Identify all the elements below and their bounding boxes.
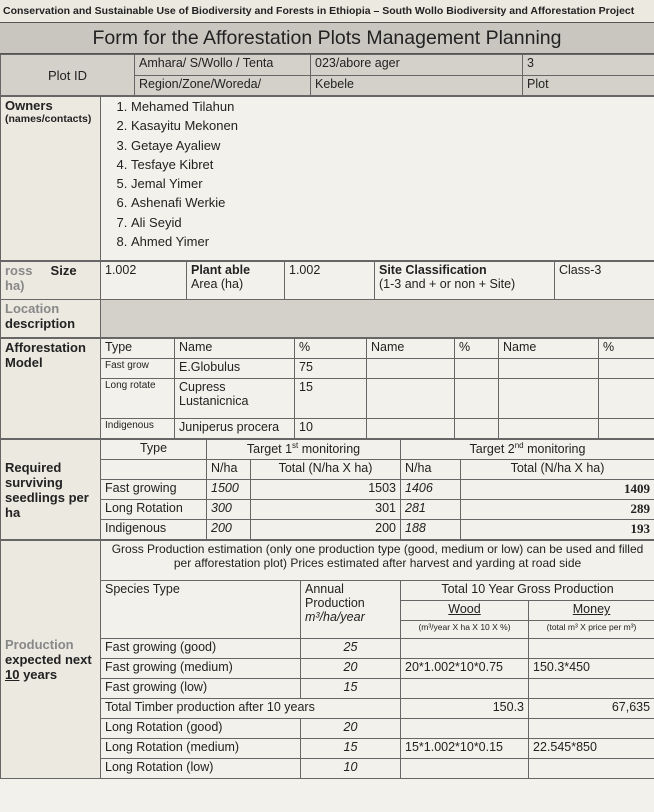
model-header-pct2: %	[455, 339, 499, 359]
plantable-value: 1.002	[285, 262, 375, 300]
owner-item: 6. Ashenafi Werkie	[131, 193, 650, 212]
gross-size-label: ross Size ha)	[1, 262, 101, 300]
plot-caption: Plot	[523, 76, 654, 96]
owner-item: 2. Kasayitu Mekonen	[131, 116, 650, 135]
production-type: Long Rotation (medium)	[101, 739, 301, 759]
model-type: Indigenous	[101, 419, 175, 439]
production-money: 22.545*850	[529, 739, 654, 759]
production-wood-sub: (m³/year X ha X 10 X %)	[401, 621, 529, 639]
production-annual: 20	[301, 659, 401, 679]
model-pct: 10	[295, 419, 367, 439]
site-class-value: Class-3	[555, 262, 654, 300]
owners-table	[0, 96, 654, 261]
owner-item: 5. Jemal Yimer	[131, 174, 650, 193]
seedlings-monitoring2-header: Target 2nd monitoring	[401, 440, 654, 460]
model-label: Afforestation Model	[1, 339, 101, 439]
seedlings-total-header: Total (N/ha X ha)	[461, 460, 654, 480]
production-type: Long Rotation (good)	[101, 719, 301, 739]
model-header-pct3: %	[599, 339, 654, 359]
production-total-wood: 150.3	[401, 699, 529, 719]
seedlings-t2: 193	[461, 520, 654, 540]
seedlings-n2: 281	[401, 500, 461, 520]
production-money	[529, 679, 654, 699]
plot-number: 3	[523, 55, 654, 76]
production-wood	[401, 639, 529, 659]
production-wood: 20*1.002*10*0.75	[401, 659, 529, 679]
seedlings-n1: 1500	[207, 480, 251, 500]
model-name: Cupress Lustanicnica	[175, 379, 295, 419]
seedlings-n2: 188	[401, 520, 461, 540]
production-money-sub: (total m³ X price per m³)	[529, 621, 654, 639]
production-annual-header: Annual Production m³/ha/year	[301, 581, 401, 639]
production-total-label: Total Timber production after 10 years	[101, 699, 401, 719]
seedlings-label: Required surviving seedlings per ha	[1, 440, 101, 540]
production-type: Fast growing (low)	[101, 679, 301, 699]
plot-id-table	[0, 54, 654, 96]
model-pct: 75	[295, 359, 367, 379]
production-money	[529, 719, 654, 739]
owner-item: 1. Mehamed Tilahun	[131, 97, 650, 116]
model-header-name: Name	[175, 339, 295, 359]
seedlings-t1: 301	[251, 500, 401, 520]
model-name: E.Globulus	[175, 359, 295, 379]
model-type: Fast grow	[101, 359, 175, 379]
seedlings-nha-header: N/ha	[207, 460, 251, 480]
production-type: Fast growing (medium)	[101, 659, 301, 679]
production-total-header: Total 10 Year Gross Production	[401, 581, 654, 601]
owners-list	[105, 97, 650, 251]
production-annual: 10	[301, 759, 401, 779]
model-header-name3: Name	[499, 339, 599, 359]
seedlings-t2: 289	[461, 500, 654, 520]
seedlings-n1: 200	[207, 520, 251, 540]
owner-item: 7. Ali Seyid	[131, 213, 650, 232]
production-total-money: 67,635	[529, 699, 654, 719]
production-type: Fast growing (good)	[101, 639, 301, 659]
production-label: Production expected next 10 years	[1, 541, 101, 779]
production-note: Gross Production estimation (only one production type (good, medium or low) can be used and filled per afforestation plot) Prices estimated after harvest and yarding at road side	[101, 541, 654, 581]
production-money: 150.3*450	[529, 659, 654, 679]
owners-list-cell	[101, 97, 654, 261]
owners-label: Owners	[5, 98, 53, 113]
seedlings-t1: 200	[251, 520, 401, 540]
owners-sublabel: (names/contacts)	[5, 113, 92, 125]
model-header-pct: %	[295, 339, 367, 359]
production-wood: 15*1.002*10*0.15	[401, 739, 529, 759]
model-header-name2: Name	[367, 339, 455, 359]
seedlings-type: Long Rotation	[101, 500, 207, 520]
model-name: Juniperus procera	[175, 419, 295, 439]
production-money	[529, 759, 654, 779]
seedlings-table	[0, 439, 654, 540]
plot-id-label: Plot ID	[1, 55, 135, 96]
owner-item: 8. Ahmed Yimer	[131, 232, 650, 251]
location-description	[101, 300, 654, 338]
afforestation-model-table	[0, 338, 654, 439]
production-type: Long Rotation (low)	[101, 759, 301, 779]
production-wood	[401, 679, 529, 699]
gross-size-table	[0, 261, 654, 338]
production-annual: 25	[301, 639, 401, 659]
plot-kebele-caption: Kebele	[311, 76, 523, 96]
seedlings-n1: 300	[207, 500, 251, 520]
seedlings-type: Indigenous	[101, 520, 207, 540]
plot-location: Amhara/ S/Wollo / Tenta	[135, 55, 311, 76]
production-money	[529, 639, 654, 659]
production-money-header: Money	[529, 601, 654, 621]
production-wood-header: Wood	[401, 601, 529, 621]
production-table	[0, 540, 654, 779]
production-annual: 15	[301, 739, 401, 759]
model-type: Long rotate	[101, 379, 175, 419]
seedlings-t1: 1503	[251, 480, 401, 500]
plot-location-caption: Region/Zone/Woreda/	[135, 76, 311, 96]
owners-label-cell	[1, 97, 101, 261]
gross-size-value: 1.002	[101, 262, 187, 300]
seedlings-total-header: Total (N/ha X ha)	[251, 460, 401, 480]
seedlings-type-header: Type	[101, 440, 207, 460]
site-class-label-cell: Site Classification (1-3 and + or non + Site)	[375, 262, 555, 300]
production-wood	[401, 719, 529, 739]
production-annual: 20	[301, 719, 401, 739]
seedlings-t2: 1409	[461, 480, 654, 500]
plantable-label-cell: Plant able Area (ha)	[187, 262, 285, 300]
owner-item: 3. Getaye Ayaliew	[131, 136, 650, 155]
seedlings-nha-header: N/ha	[401, 460, 461, 480]
production-species-header: Species Type	[101, 581, 301, 639]
plot-kebele-value: 023/abore ager	[311, 55, 523, 76]
project-line: Conservation and Sustainable Use of Biodiversity and Forests in Ethiopia – South Wollo Biodiversity and Afforestation Project	[0, 0, 654, 23]
form-title: Form for the Afforestation Plots Management Planning	[0, 23, 654, 54]
seedlings-type: Fast growing	[101, 480, 207, 500]
location-label: Location description	[1, 300, 101, 338]
production-wood	[401, 759, 529, 779]
model-pct: 15	[295, 379, 367, 419]
model-header-type: Type	[101, 339, 175, 359]
seedlings-n2: 1406	[401, 480, 461, 500]
production-annual: 15	[301, 679, 401, 699]
seedlings-monitoring1-header: Target 1st monitoring	[207, 440, 401, 460]
owner-item: 4. Tesfaye Kibret	[131, 155, 650, 174]
